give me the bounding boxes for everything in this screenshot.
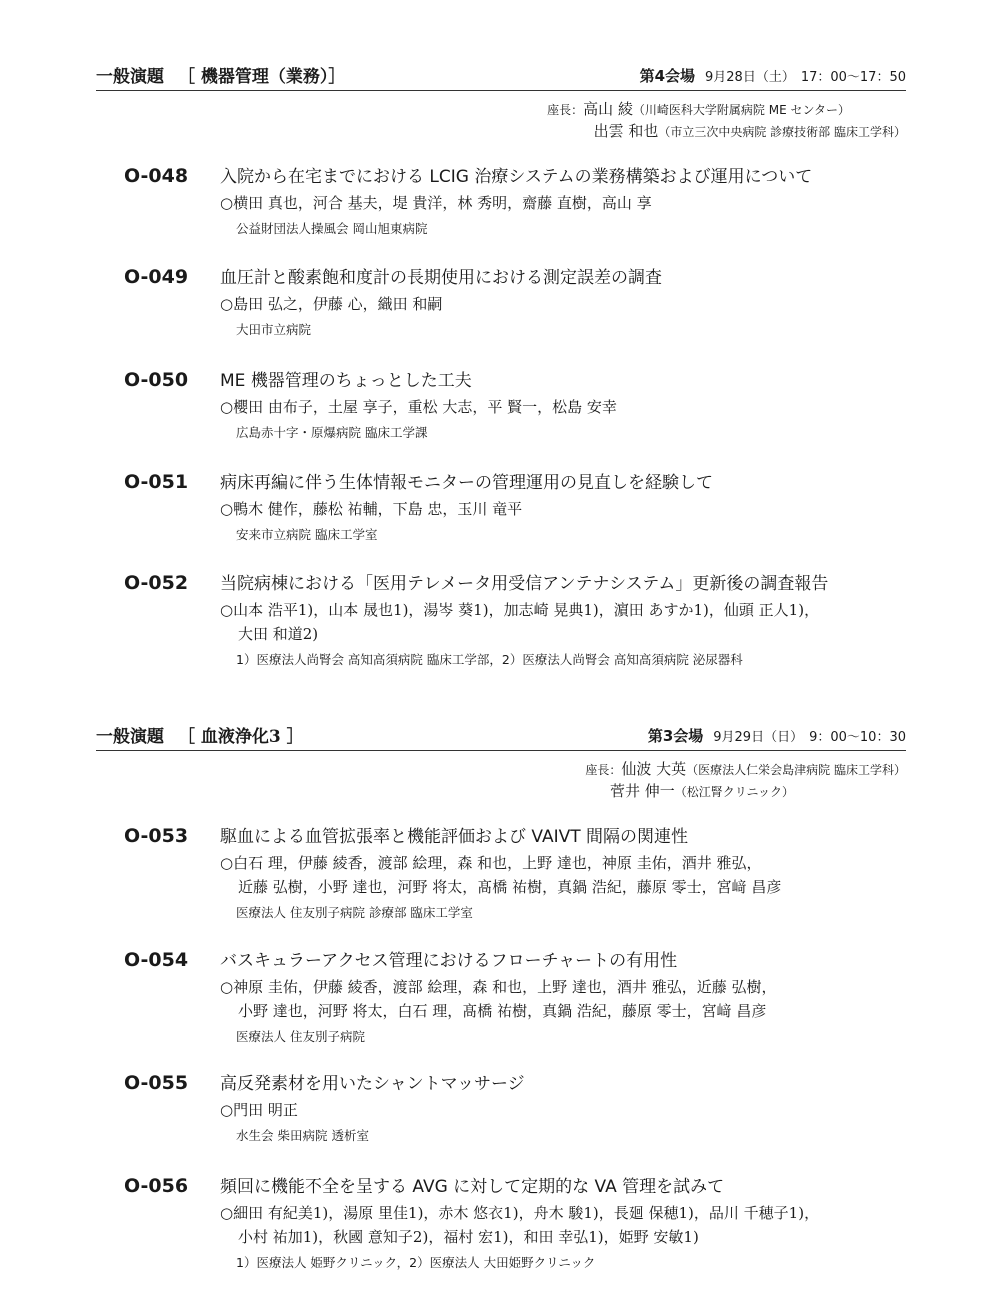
chair-name: 出雲 和也: [593, 122, 659, 140]
chair-name: 高山 綾: [583, 100, 633, 118]
abstract-id: O-056: [124, 1175, 189, 1197]
abstract-affiliation: 水生会 柴田病院 透析室: [236, 1128, 369, 1143]
session-category: 一般演題: [96, 67, 164, 87]
session-category: 一般演題: [96, 727, 164, 747]
abstract-title: 入院から在宅までにおける LCIG 治療システムの業務構築および運用について: [220, 167, 813, 187]
session-date: 9月29日（日）: [713, 730, 804, 745]
abstract-id: O-051: [124, 471, 189, 493]
session-title: [96, 722, 304, 747]
abstract-id: O-050: [124, 369, 189, 391]
chair-name: 菅井 伸一: [609, 782, 675, 800]
chair-label: 座長：: [585, 763, 622, 777]
abstract-title: 病床再編に伴う生体情報モニターの管理運用の見直しを経験して: [220, 473, 713, 493]
abstract-affiliation: 1）医療法人尚腎会 高知高須病院 臨床工学部，2）医療法人尚腎会 高知高須病院 泌尿器科: [236, 652, 743, 667]
abstract-affiliation: 広島赤十字・原爆病院 臨床工学課: [236, 425, 428, 440]
abstract-authors: [220, 598, 910, 646]
session-title-bar: [96, 722, 906, 751]
session-title-bar: [96, 62, 906, 91]
chair-affiliation: （松江腎クリニック）: [674, 785, 794, 799]
chair-name: 仙波 大英: [621, 760, 687, 778]
abstract-id: O-053: [124, 825, 189, 847]
abstract-authors-line2: 小野 達也，河野 将太，白石 理，髙橋 祐樹，真鍋 浩紀，藤原 零士，宮﨑 昌彦: [238, 1002, 767, 1020]
abstract-affiliation: 医療法人 住友別子病院: [236, 1029, 365, 1044]
abstract-affiliation: 1）医療法人 姫野クリニック，2）医療法人 大田姫野クリニック: [236, 1255, 596, 1270]
abstract-title: 当院病棟における「医用テレメータ用受信アンテナシステム」更新後の調査報告: [220, 574, 829, 594]
abstract-affiliation: 医療法人 住友別子病院 診療部 臨床工学室: [236, 905, 473, 920]
chair-affiliation: （川崎医科大学附属病院 ME センター）: [632, 103, 850, 117]
session-title: [96, 62, 345, 87]
abstract-id: O-049: [124, 266, 189, 288]
session-venue: 第4会場: [639, 67, 695, 85]
abstract-id: O-054: [124, 949, 189, 971]
session-date: 9月28日（土）: [705, 70, 795, 85]
abstract-authors: ○島田 弘之，伊藤 心，織田 和嗣: [220, 295, 443, 313]
session-topic: ［ 血液浄化3 ］: [178, 727, 304, 747]
abstract-authors: [220, 851, 910, 899]
session-header-2: [96, 722, 906, 803]
abstract-affiliation: 公益財団法人操風会 岡山旭東病院: [236, 221, 428, 236]
chair-label: 座長：: [547, 103, 584, 117]
abstract-title: バスキュラーアクセス管理におけるフローチャートの有用性: [220, 951, 678, 971]
abstract-authors-line1: ○山本 浩平1)，山本 晟也1)，湯岑 葵1)，加志崎 晃典1)，濵田 あすか1)，仙頭 正人1)，: [220, 601, 820, 619]
abstract-affiliation: 安来市立病院 臨床工学室: [236, 527, 378, 542]
session-meta: [648, 725, 906, 746]
abstract-authors: ○横田 真也，河合 基夫，堤 貴洋，林 秀明，齋藤 直樹，高山 享: [220, 194, 652, 212]
abstract-authors-line2: 小村 祐加1)，秋國 意知子2)，福村 宏1)，和田 幸弘1)，姫野 安敏1): [238, 1228, 699, 1246]
abstract-authors: ○櫻田 由布子，土屋 享子，重松 大志，平 賢一，松島 安幸: [220, 398, 617, 416]
abstract-authors: [220, 1201, 910, 1249]
abstract-title: 頻回に機能不全を呈する AVG に対して定期的な VA 管理を試みて: [220, 1177, 725, 1197]
abstract-title: 血圧計と酸素飽和度計の長期使用における測定誤差の調査: [220, 268, 662, 288]
abstract-affiliation: 大田市立病院: [236, 322, 312, 337]
session-meta: [640, 65, 906, 86]
abstract-authors: [220, 975, 910, 1023]
session-venue: 第3会場: [647, 727, 704, 745]
abstract-authors-line2: 大田 和道2): [238, 625, 319, 643]
abstract-authors: ○鴨木 健作，藤松 祐輔，下島 忠，玉川 竜平: [220, 500, 523, 518]
session-chairs: [96, 99, 906, 143]
abstract-authors: ○門田 明正: [220, 1101, 298, 1119]
abstract-id: O-048: [124, 165, 189, 187]
chair-affiliation: （医療法人仁栄会島津病院 臨床工学科）: [686, 763, 906, 777]
chair-affiliation: （市立三次中央病院 診療技術部 臨床工学科）: [658, 125, 906, 139]
abstract-id: O-052: [124, 572, 189, 594]
abstract-title: 駆血による血管拡張率と機能評価および VAIVT 間隔の関連性: [220, 827, 689, 847]
session-header-1: [96, 62, 906, 143]
session-topic: ［ 機器管理（業務）］: [178, 67, 346, 87]
abstract-authors-line1: ○白石 理，伊藤 綾香，渡部 絵理，森 和也，上野 達也，神原 圭佑，酒井 雅弘，: [220, 854, 762, 872]
abstract-authors-line1: ○細田 有紀美1)，湯原 里佳1)，赤木 悠衣1)，舟木 駿1)，長廻 保穂1)，品川 千穂子1)，: [220, 1204, 820, 1222]
abstract-id: O-055: [124, 1072, 189, 1094]
session-chairs: [96, 759, 906, 803]
abstract-authors-line2: 近藤 弘樹，小野 達也，河野 将太，髙橋 祐樹，真鍋 浩紀，藤原 零士，宮﨑 昌彦: [238, 878, 782, 896]
session-time: 17：00～17：50: [800, 70, 906, 85]
abstract-authors-line1: ○神原 圭佑，伊藤 綾香，渡部 絵理，森 和也，上野 達也，酒井 雅弘，近藤 弘樹，: [220, 978, 777, 996]
session-time: 9：00～10：30: [809, 730, 906, 745]
abstract-title: 高反発素材を用いたシャントマッサージ: [220, 1074, 525, 1094]
abstract-title: ME 機器管理のちょっとした工夫: [220, 371, 472, 391]
